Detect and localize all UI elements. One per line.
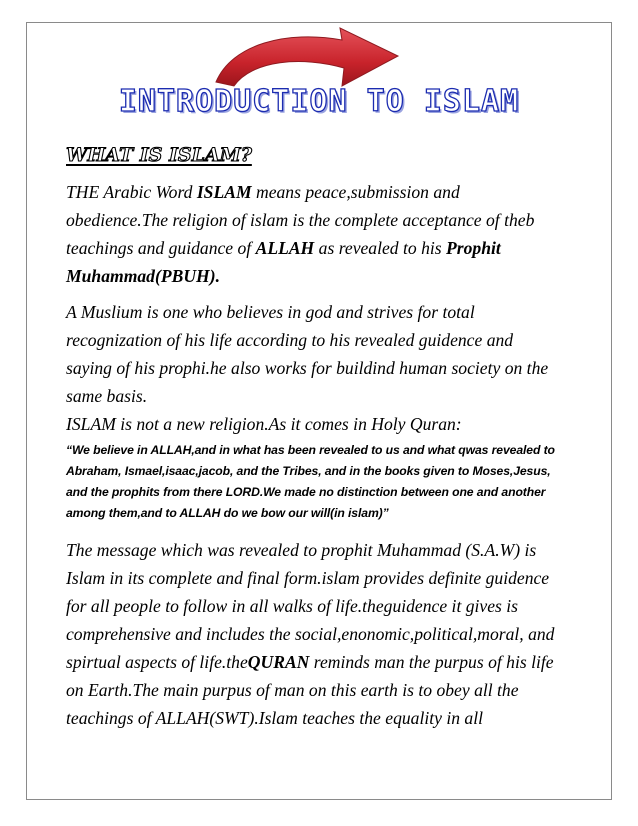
paragraph-muslim: A Muslium is one who believes in god and strives for total recognization of his life according to his revealed guidence and saying of his prophi.he also works for buildind human society on the same basis. (66, 302, 549, 406)
document-body (66, 178, 560, 732)
section-heading: WHAT IS ISLAM? (66, 144, 252, 166)
paragraph-message: The message which was revealed to prophit Muhammad (S.A.W) is Islam in its complete and final form.islam provides definite guidence for all people to follow in all walks of life.theguidence it gives is comprehensive and includes the social,enonomic,political,moral, and spirtual aspects of life.theQURAN reminds man the purpus of his life on Earth.The main purpus of man on this earth is to obey all the teachings of ALLAH(SWT).Islam teaches the equality in all (66, 540, 555, 728)
page-title: INTRODUCTION TO ISLAM (118, 84, 520, 119)
quran-quote: “We believe in ALLAH,and in what has been revealed to us and what qwas revealed to Abraham, Ismael,isaac,jacob, and the Tribes, and in the books given to Moses,Jesus, and the prophits from there LORD.We made no distinction between one and another among them,and to ALLAH do we bow our will(in islam)” (66, 443, 555, 520)
paragraph-not-new-religion: ISLAM is not a new religion.As it comes in Holy Quran: (66, 414, 462, 434)
curved-arrow-icon (212, 24, 402, 90)
paragraph-definition: THE Arabic Word ISLAM means peace,submission and obedience.The religion of islam is the complete acceptance of theb teachings and guidance of ALLAH as revealed to his Prophit Muhammad(PBUH). (66, 182, 535, 286)
